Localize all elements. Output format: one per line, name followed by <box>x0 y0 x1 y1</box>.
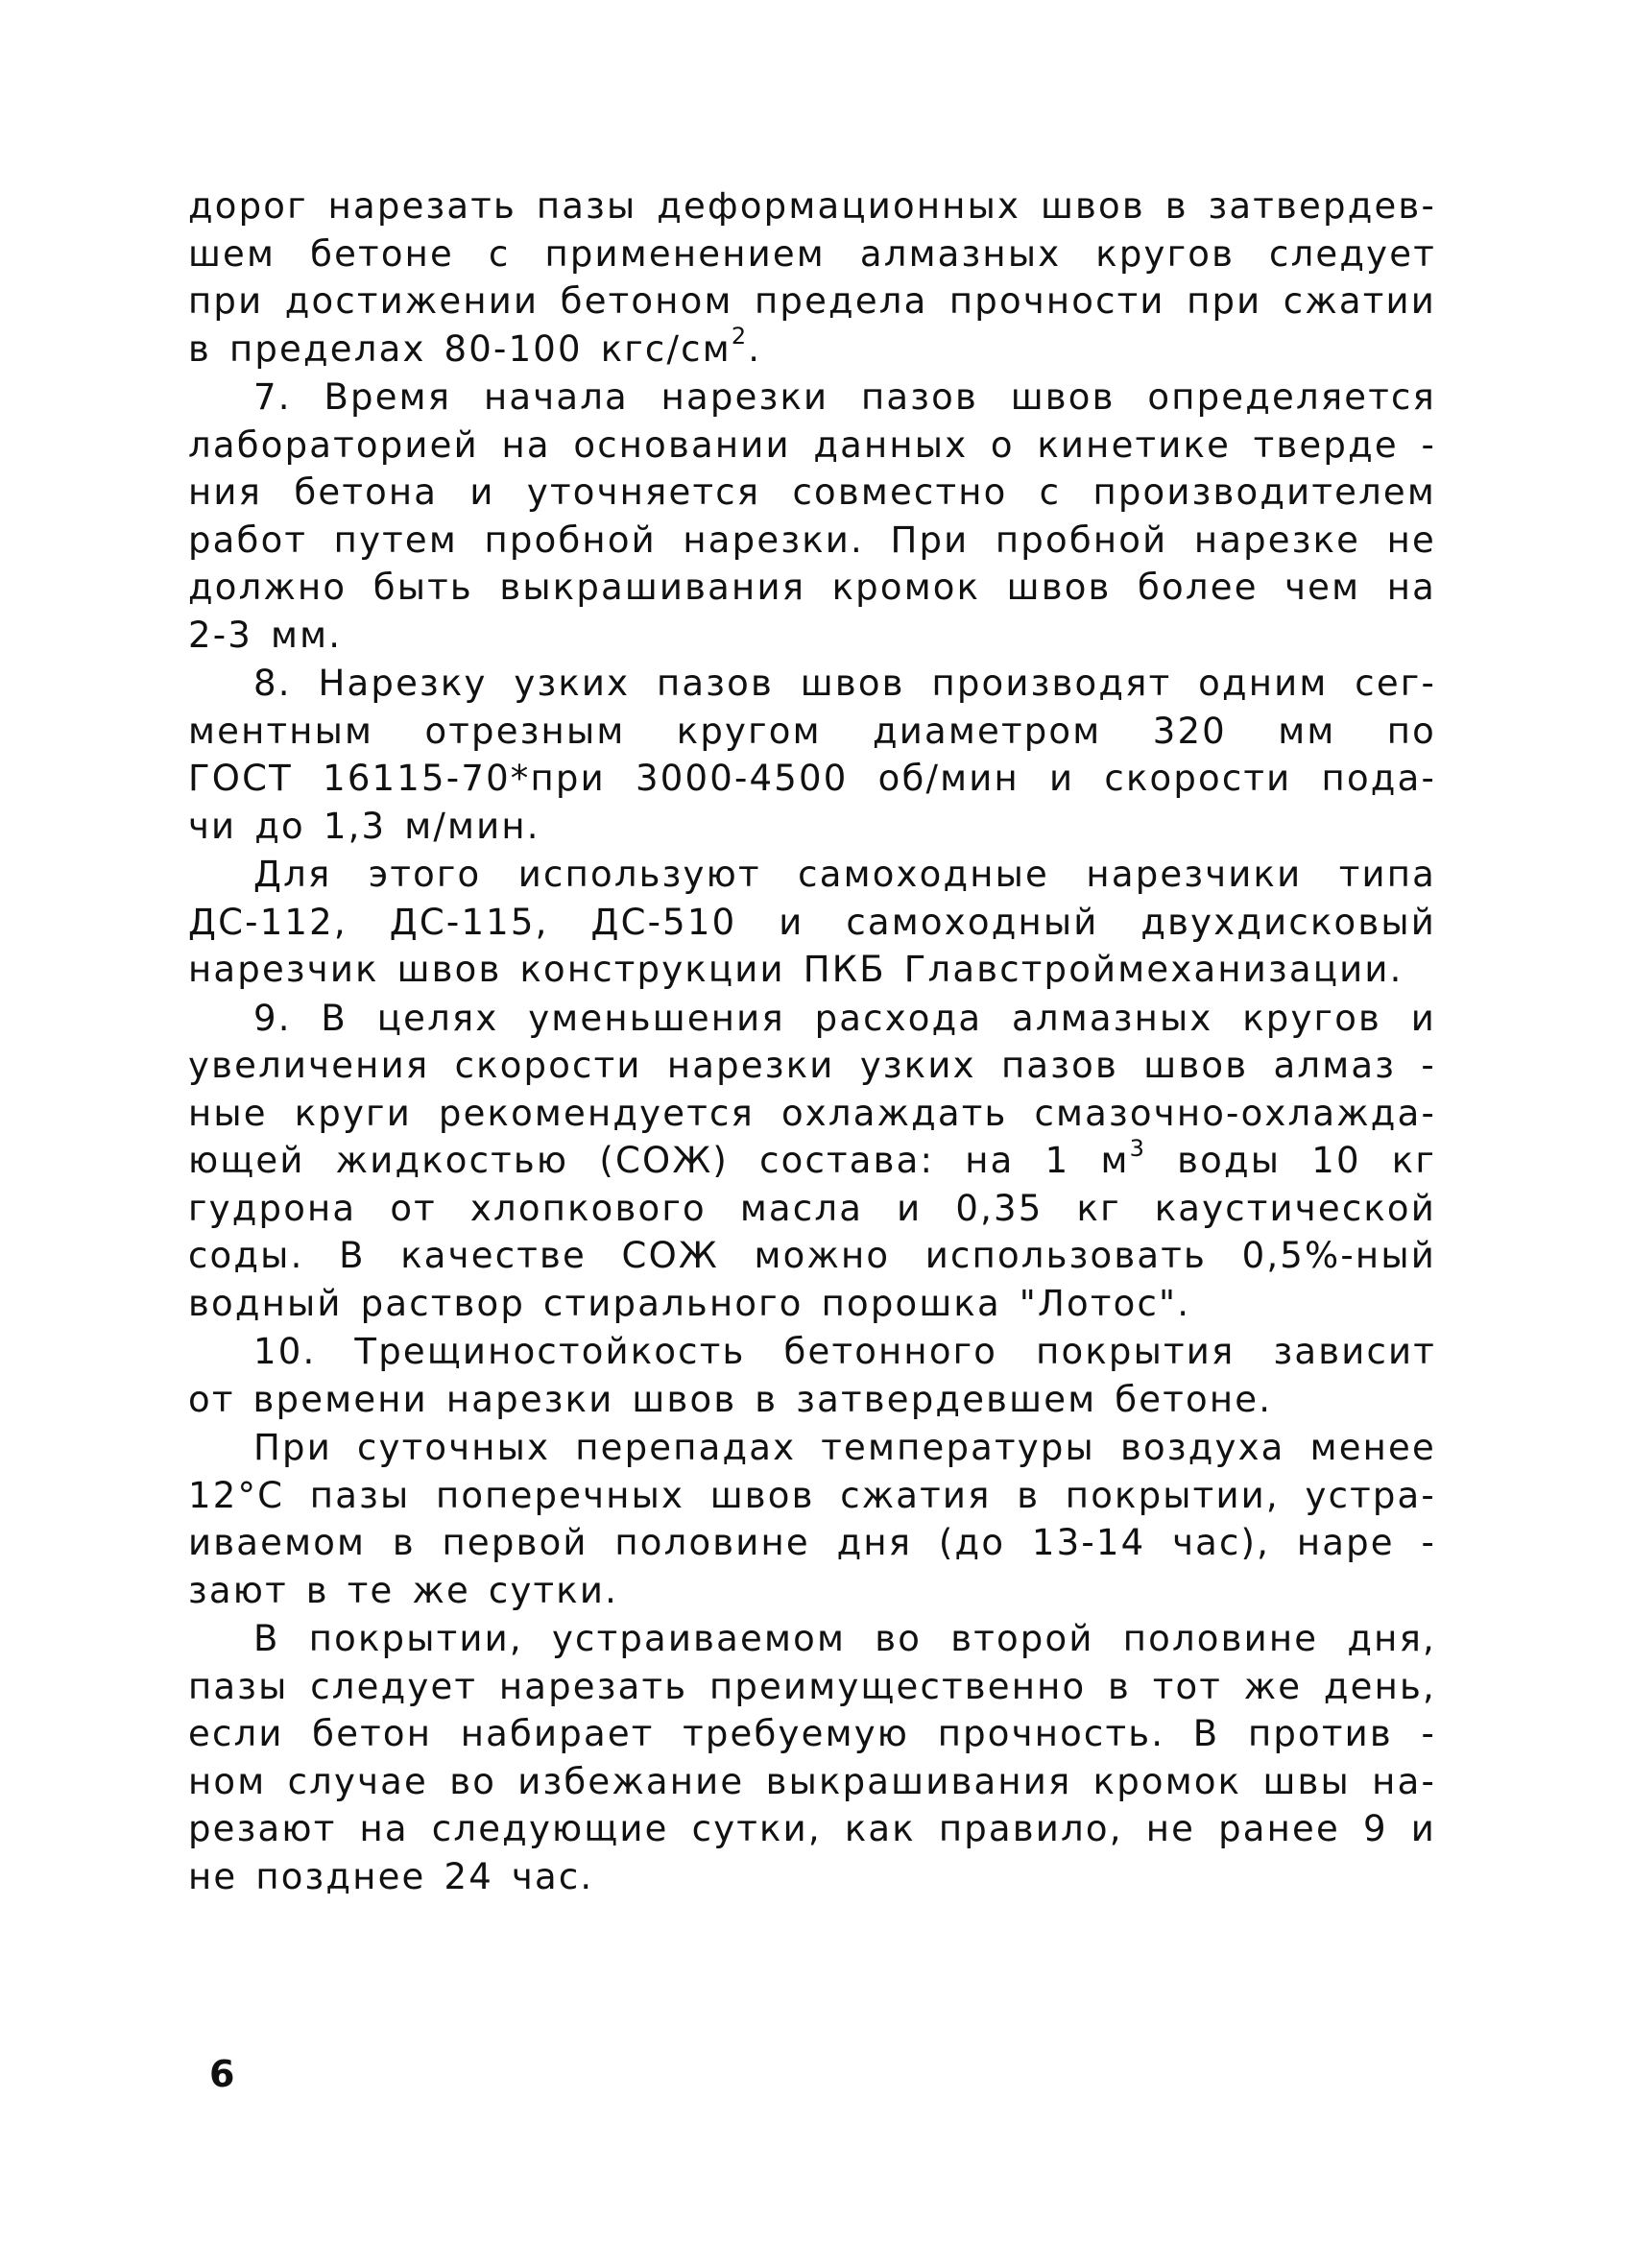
text-line: нарезчик швов конструкции ПКБ Главстроймеханизации. <box>188 949 1404 990</box>
paragraph-item-10 <box>188 1328 1436 1423</box>
text-line: если бетон набирает требуемую прочность. В против - <box>188 1713 1436 1754</box>
text-line: гудрона от хлопкового масла и 0,35 кг каустической <box>188 1187 1436 1229</box>
paragraph-item-10-second-continuation <box>188 1615 1436 1900</box>
text-fragment: в пределах 80-100 кгс/см <box>188 327 732 370</box>
text-line: 10. Трещиностойкость бетонного покрытия зависит <box>253 1331 1436 1372</box>
text-line: 9. В целях уменьшения расхода алмазных кругов и <box>253 997 1436 1039</box>
text-line: иваемом в первой половине дня (до 13-14 час), наре - <box>188 1522 1436 1563</box>
text-line: 8. Нарезку узких пазов швов производят одним сег- <box>253 663 1436 704</box>
text-line: 12°С пазы поперечных швов сжатия в покрытии, устра- <box>188 1474 1436 1516</box>
text-line: лабораторией на основании данных о кинетике тверде - <box>188 423 1436 466</box>
text-line: ном случае во избежание выкрашивания кромок швы на- <box>188 1760 1436 1802</box>
text-fragment: . <box>748 327 762 370</box>
text-line: чи до 1,3 м/мин. <box>188 805 540 847</box>
text-line: не позднее 24 час. <box>188 1855 594 1897</box>
text-line: водный раствор стирального порошка "Лотос". <box>188 1282 1191 1324</box>
text-line: ГОСТ 16115-70*при 3000-4500 об/мин и скорости пода- <box>188 758 1436 799</box>
text-line: Для этого используют самоходные нарезчики типа <box>253 854 1436 895</box>
text-line: соды. В качестве СОЖ можно использовать 0,5%-ный <box>188 1235 1436 1276</box>
text-line: шем бетоне с применением алмазных кругов следует <box>188 232 1436 275</box>
paragraph-item-8-continuation <box>188 851 1436 994</box>
text-line: ные круги рекомендуется охлаждать смазочно-охлажда- <box>188 1092 1436 1134</box>
text-line: ДС-112, ДС-115, ДС-510 и самоходный двухдисковый <box>188 901 1436 943</box>
text-line: от времени нарезки швов в затвердевшем бетоне. <box>188 1378 1273 1420</box>
text-line: дорог нарезать пазы деформационных швов в затвердев- <box>188 185 1436 227</box>
text-line: При суточных перепадах температуры воздуха менее <box>253 1427 1436 1468</box>
text-line: ментным отрезным кругом диаметром 320 мм по <box>188 710 1436 752</box>
superscript: 3 <box>1129 1134 1147 1162</box>
text-fragment: ющей жидкостью (СОЖ) состава: на 1 м <box>188 1140 1130 1181</box>
text-line: зают в те же сутки. <box>188 1569 619 1611</box>
text-fragment: воды 10 кг <box>1146 1140 1436 1181</box>
page-number: 6 <box>209 2053 235 2095</box>
paragraph-item-9 <box>188 995 1436 1328</box>
text-line: работ путем пробной нарезки. При пробной нарезке не <box>188 519 1436 561</box>
text-line: должно быть выкрашивания кромок швов более чем на <box>188 567 1436 608</box>
text-line-with-superscript <box>188 323 1436 374</box>
text-line: при достижении бетоном предела прочности при сжатии <box>188 280 1436 322</box>
text-line: резают на следующие сутки, как правило, не ранее 9 и <box>188 1808 1436 1849</box>
text-line: В покрытии, устраиваемом во второй половине дня, <box>253 1618 1436 1659</box>
paragraph-item-7 <box>188 374 1436 659</box>
text-line: 7. Время начала нарезки пазов швов определяется <box>253 376 1436 418</box>
text-line: пазы следует нарезать преимущественно в тот же день, <box>188 1665 1436 1707</box>
text-line: увеличения скорости нарезки узких пазов швов алмаз - <box>188 1045 1436 1086</box>
body-text <box>188 182 1436 1900</box>
paragraph-intro <box>188 182 1436 373</box>
superscript: 2 <box>731 323 749 350</box>
text-line: ния бетона и уточняется совместно с производителем <box>188 471 1436 513</box>
paragraph-item-10-continuation <box>188 1424 1436 1614</box>
paragraph-item-8 <box>188 660 1436 850</box>
text-line-with-superscript <box>188 1134 1436 1185</box>
text-line: 2-3 мм. <box>188 614 343 656</box>
